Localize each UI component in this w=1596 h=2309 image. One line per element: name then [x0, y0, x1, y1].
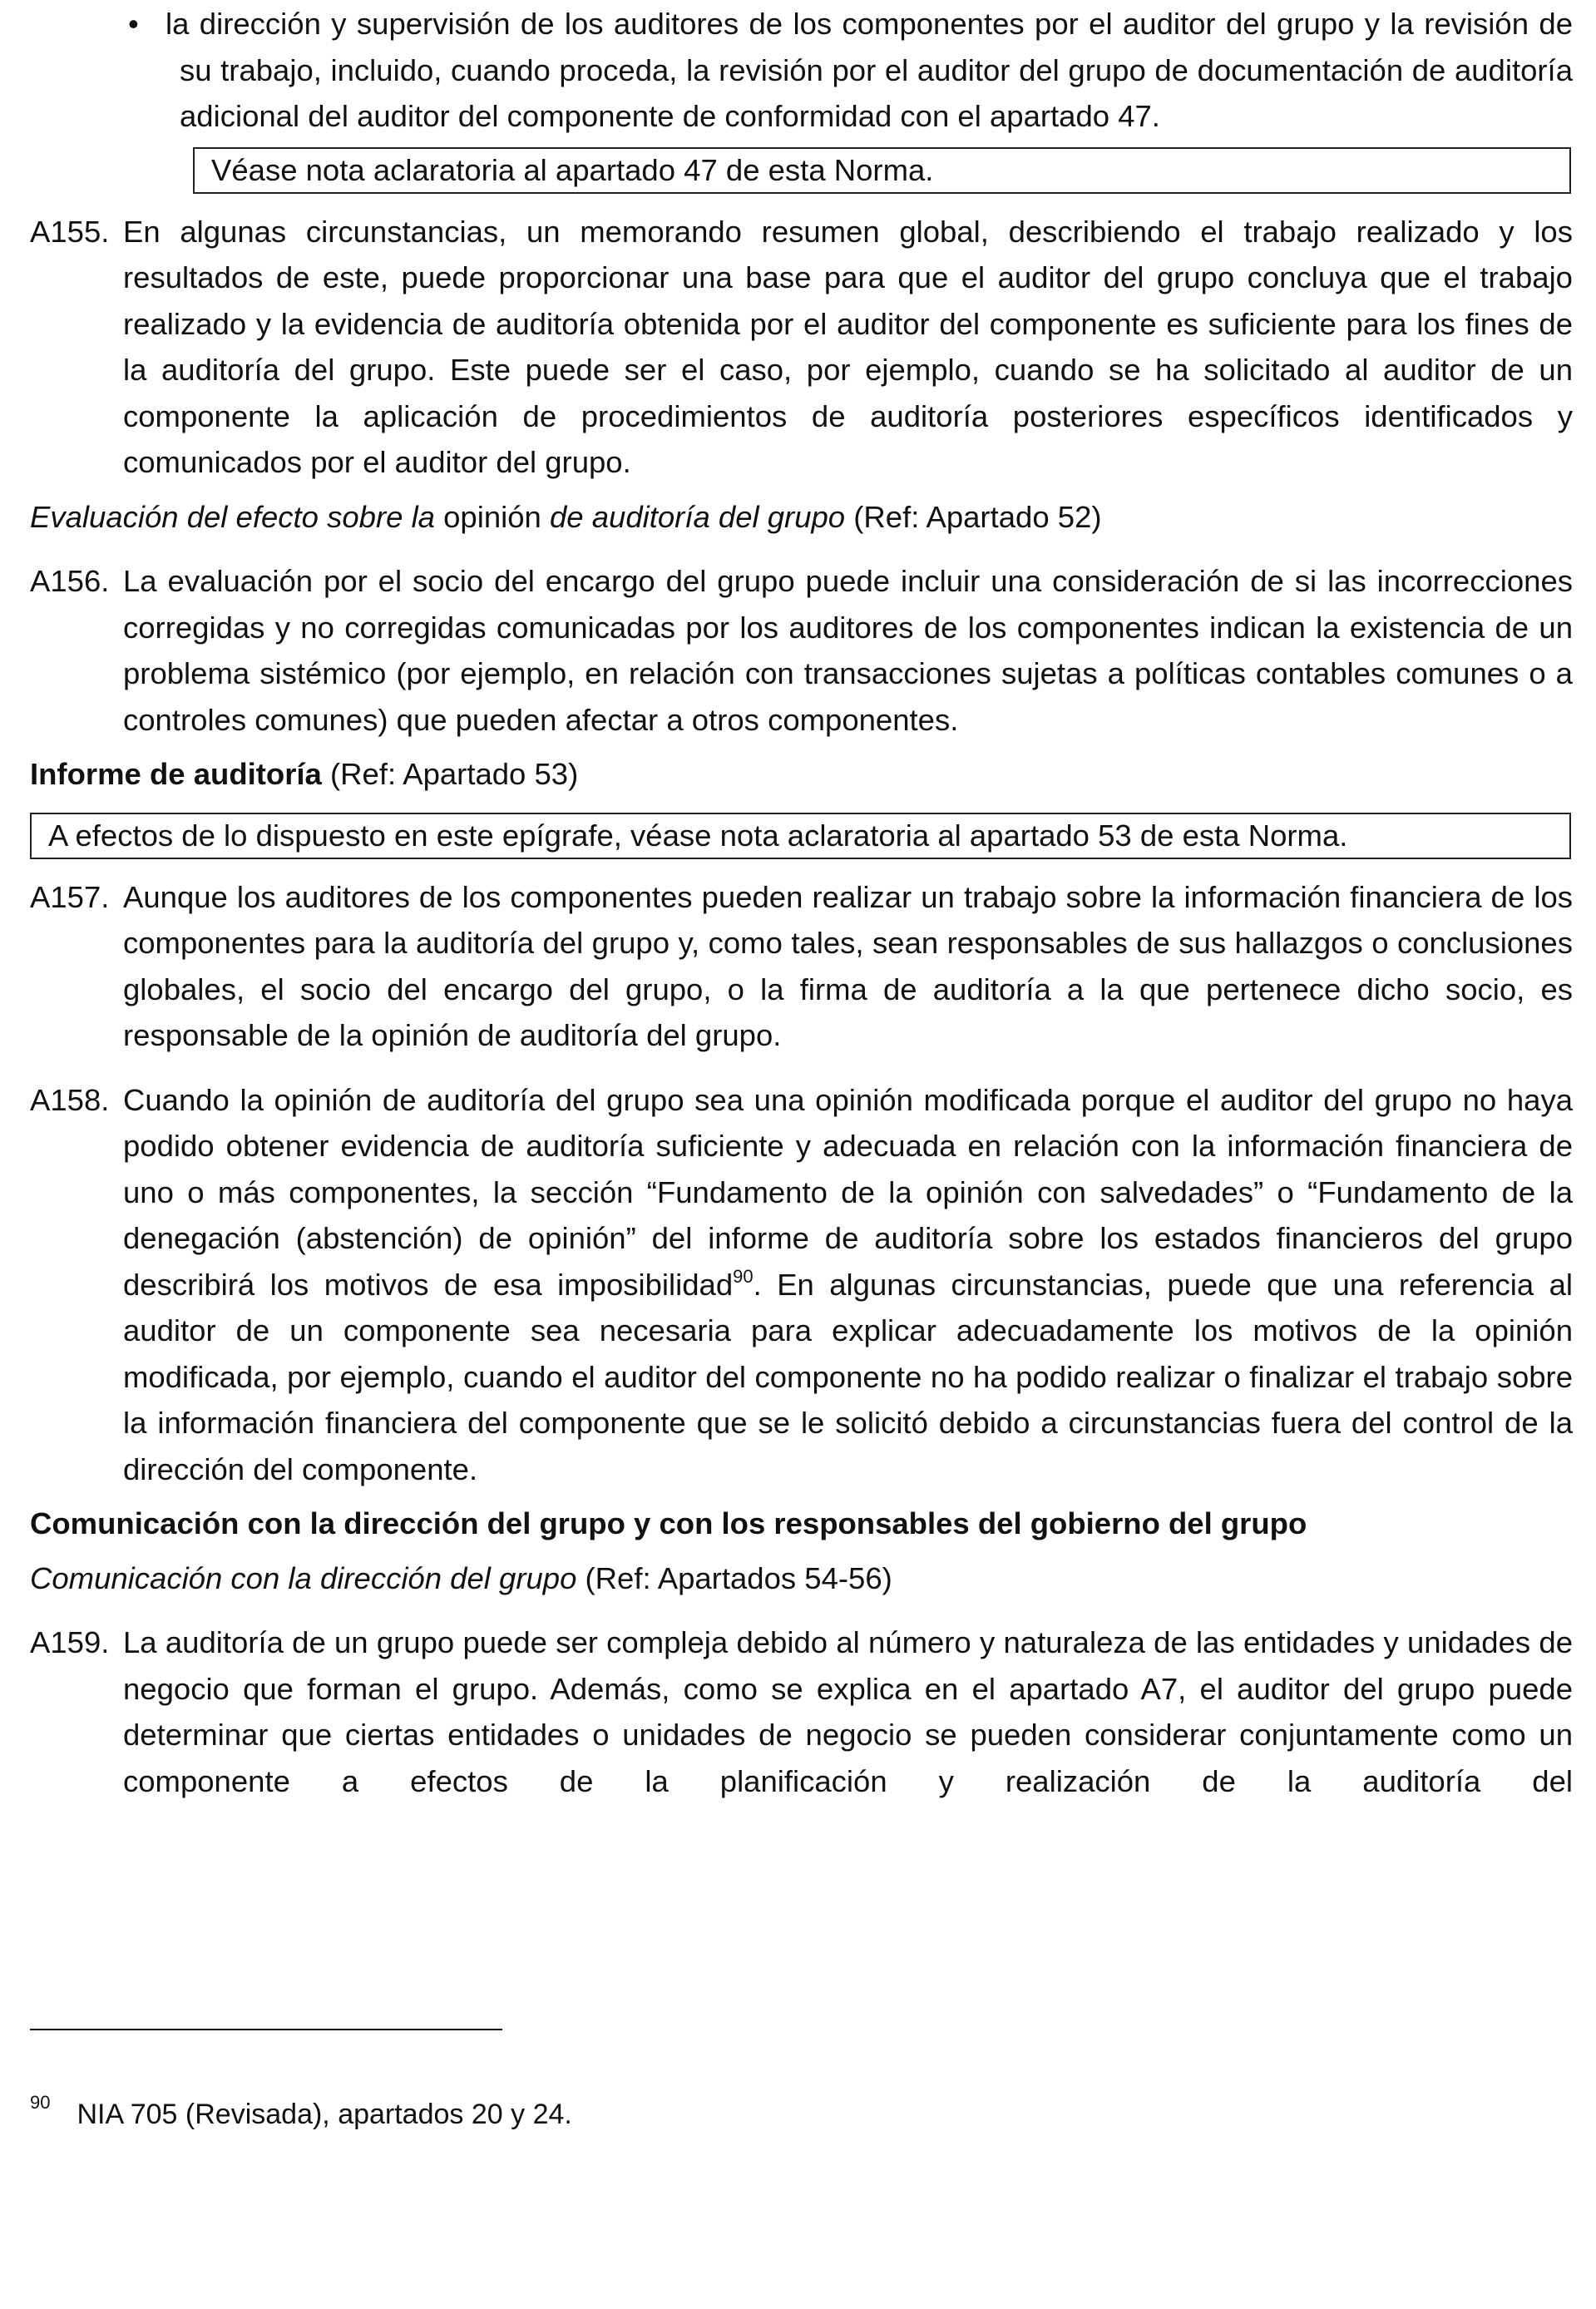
bullet-text: la dirección y supervisión de los auditores de los componentes por el auditor del grupo y la revisión de su trabajo, incluido, cuando proceda, la revisión por el auditor del grupo de documentación de auditoría adicional del auditor del componente de conformidad con el apartado 47.: [166, 7, 1573, 133]
bullet-list-item: [30, 1, 1573, 140]
paragraph-a159: [30, 1619, 1573, 1804]
paragraph-number: A157.: [30, 879, 110, 914]
paragraph-text: En algunas circunstancias, un memorando resumen global, describiendo el trabajo realizado y los resultados de este, puede proporcionar una base para que el auditor del grupo concluya que el trabajo realizado y la evidencia de auditoría obtenida por el auditor del componente es suficiente para los fines de la auditoría del grupo. Este puede ser el caso, por ejemplo, cuando se ha solicitado al auditor de un componente la aplicación de procedimientos de auditoría posteriores específicos identificados y comunicados por el auditor del grupo.: [123, 214, 1573, 479]
subheading-title: Comunicación con la dirección del grupo: [30, 1560, 577, 1595]
note-box-apartado-47: [193, 147, 1571, 194]
paragraph-a156: [30, 558, 1573, 743]
paragraph-a158: [30, 1077, 1573, 1493]
note-box-text: Véase nota aclaratoria al apartado 47 de esta Norma.: [211, 152, 934, 187]
paragraph-text: La auditoría de un grupo puede ser compleja debido al número y naturaleza de las entidades y unidades de negocio que forman el grupo. Además, como se explica en el apartado A7, el auditor del grupo puede determinar que ciertas entidades o unidades de negocio se pueden considerar conjuntamente como un componente a efectos de la planificación y realización de la auditoría del: [123, 1625, 1573, 1798]
paragraph-text: La evaluación por el socio del encargo del grupo puede incluir una consideración de si las incorrecciones corregidas y no corregidas comunicadas por los auditores de los componentes indican la existencia de un problema sistémico (por ejemplo, en relación con transacciones sujetas a políticas contables comunes o a controles comunes) que pueden afectar a otros componentes.: [123, 564, 1573, 737]
paragraph-text-after: . En algunas circunstancias, puede que una referencia al auditor de un componente sea necesaria para explicar adecuadamente los motivos de la opinión modificada, por ejemplo, cuando el auditor del componente no ha podido realizar o finalizar el trabajo sobre la información financiera del componente que se le solicitó debido a circunstancias fuera del control de la dirección del componente.: [123, 1267, 1573, 1486]
section-heading-informe: [30, 751, 1573, 798]
heading-ref: (Ref: Apartado 53): [321, 757, 579, 791]
paragraph-number: A159.: [30, 1625, 110, 1659]
footnote-90: [30, 2094, 572, 2138]
note-box-apartado-53: [30, 813, 1571, 859]
subheading-ref: (Ref: Apartados 54-56): [576, 1560, 892, 1595]
paragraph-number: A156.: [30, 564, 110, 598]
paragraph-a157: [30, 874, 1573, 1059]
paragraph-text: Aunque los auditores de los componentes pueden realizar un trabajo sobre la información financiera de los componentes para la auditoría del grupo y, como tales, sean responsables de sus hallazgos o conclusiones globales, el socio del encargo del grupo, o la firma de auditoría a la que pertenece dicho socio, es responsable de la opinión de auditoría del grupo.: [123, 879, 1573, 1052]
subheading-part-2: opinión: [434, 499, 550, 534]
note-box-text: A efectos de lo dispuesto en este epígrafe, véase nota aclaratoria al apartado 53 de esta Norma.: [48, 818, 1348, 853]
paragraph-number: A158.: [30, 1082, 110, 1117]
subheading-part-1: Evaluación del efecto sobre la: [30, 499, 435, 534]
bullet-glyph: •: [128, 7, 139, 41]
footnote-mark: 90: [30, 2092, 51, 2113]
paragraph-text-before: Cuando la opinión de auditoría del grupo sea una opinión modificada porque el auditor del grupo no haya podido obtener evidencia de auditoría suficiente y adecuada en relación con la información financiera de uno o más componentes, la sección “Fundamento de la opinión con salvedades” o “Fundamento de la denegación (abstención) de opinión” del informe de auditoría sobre los estados financieros del grupo describirá los motivos de esa imposibilidad: [123, 1082, 1573, 1302]
footnote-separator: [30, 2029, 502, 2030]
subheading-part-3: de auditoría del grupo: [549, 499, 846, 534]
section-subheading-evaluacion: [30, 494, 1573, 541]
heading-title: Informe de auditoría: [30, 757, 322, 791]
paragraph-text: [123, 1077, 1573, 1493]
paragraph-number: A155.: [30, 214, 110, 249]
footnote-text: NIA 705 (Revisada), apartados 20 y 24.: [77, 2099, 572, 2130]
subheading-ref: (Ref: Apartado 52): [845, 499, 1102, 534]
section-heading-comunicacion: Comunicación con la dirección del grupo y con los responsables del gobierno del grupo: [30, 1506, 1307, 1540]
paragraph-a155: [30, 209, 1573, 486]
footnote-reference[interactable]: 90: [733, 1265, 754, 1287]
document-page: [30, 0, 1573, 1804]
section-subheading-comunicacion-direccion: [30, 1555, 1573, 1602]
